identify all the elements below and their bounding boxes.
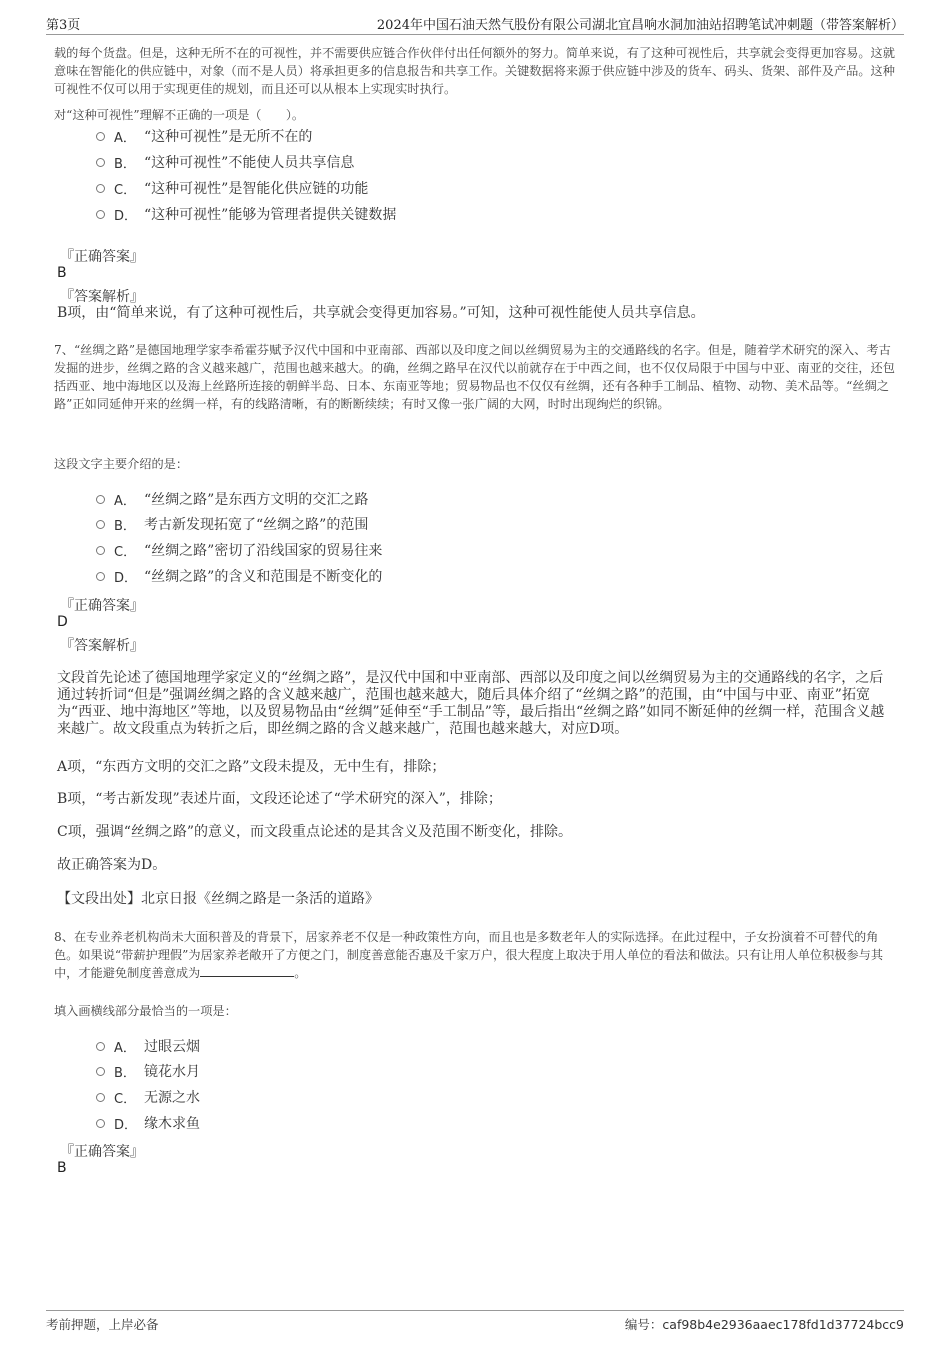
option-letter: D． [114,208,138,224]
radio-icon[interactable] [96,210,105,219]
option-letter: B． [114,1065,136,1081]
option-letter: A． [114,130,136,146]
code-label: 编号： [624,1317,663,1332]
q7-answer: D [57,614,68,630]
q6-answer: B [57,265,67,281]
option-text: “这种可视性”是智能化供应链的功能 [144,181,369,197]
radio-icon[interactable] [96,1093,105,1102]
q8-passage-end: 。 [294,966,307,980]
q6-analysis: B项，由“简单来说，有了这种可视性后，共享就会变得更加容易。”可知，这种可视性能使人员共享信息。 [57,305,705,321]
q7-option-a[interactable] [96,489,368,509]
code-value: caf98b4e2936aaec178fd1d37724bcc9 [662,1317,904,1332]
q7-passage: 7、“丝绸之路”是德国地理学家李希霍芬赋予汉代中国和中亚南部、西部以及印度之间以丝绸贸易为主的交通路线的名字。但是，随着学术研究的深入、考古发掘的进步，丝绸之路的含义越来越广，范围也越来越大。的确，丝绸之路早在汉代以前就存在于中西之间，也不仅仅局限于中国与中亚、南亚的交往，还包括西亚、地中海地区以及海上丝路所连接的朝鲜半岛、日本、东南亚等地；贸易物品也不仅仅有丝绸，还有各种手工制品、植物、动物、美术品等。“丝绸之路”正如同延伸开来的丝绸一样，有的线路清晰，有的断断续续；有时又像一张广阔的大网，时时出现绚烂的织锦。 [54,343,895,411]
option-text: 考古新发现拓宽了“丝绸之路”的范围 [144,517,369,533]
document-code [625,1315,904,1333]
fill-in-blank [200,964,294,977]
option-letter: D． [114,570,138,586]
q8-option-c[interactable] [96,1087,200,1107]
q8-passage [54,928,896,982]
q6-option-b[interactable] [96,152,354,172]
q7-option-c[interactable] [96,540,382,560]
radio-icon[interactable] [96,520,105,529]
option-text: 缘木求鱼 [144,1116,200,1132]
option-letter: C． [114,544,137,560]
radio-icon[interactable] [96,1042,105,1051]
radio-icon[interactable] [96,572,105,581]
option-letter: C． [114,182,137,198]
option-text: “这种可视性”不能使人员共享信息 [144,155,355,171]
q6-passage-tail: 载的每个货盘。但是，这种无所不在的可视性，并不需要供应链合作伙伴付出任何额外的努力。简单来说，有了这种可视性后，共享就会变得更加容易。这就意味在智能化的供应链中，对象（而不是人员）将承担更多的信息报告和共享工作。关键数据将来源于供应链中涉及的货车、码头、货架、部件及产品。这种可视性不仅可以用于实现更佳的规划，而且还可以从根本上实现实时执行。 [54,46,895,96]
q8-option-a[interactable] [96,1036,200,1056]
q8-answer: B [57,1160,67,1176]
option-text: “这种可视性”是无所不在的 [144,129,313,145]
option-letter: A． [114,1040,136,1056]
q6-answer-label: 『正确答案』 [60,249,144,265]
radio-icon[interactable] [96,158,105,167]
radio-icon[interactable] [96,546,105,555]
q7-conclusion: 故正确答案为D。 [57,857,167,873]
q8-stem: 填入画横线部分最恰当的一项是： [54,1004,237,1018]
option-letter: C． [114,1091,137,1107]
option-letter: B． [114,518,136,534]
option-text: 无源之水 [144,1090,200,1106]
page-footer [46,1310,904,1335]
page-number: 第3页 [46,18,81,33]
option-letter: B． [114,156,136,172]
q8-passage-text: 8、在专业养老机构尚未大面积普及的背景下，居家养老不仅是一种政策性方向，而且也是多数老年人的实际选择。在此过程中，子女扮演着不可替代的角色。如果说“带薪护理假”为居家养老敞开了方便之门，制度善意能否惠及千家万户，很大程度上取决于用人单位的看法和做法。只有让用人单位积极参与其中，才能避免制度善意成为 [54,930,884,980]
q6-option-a[interactable] [96,126,312,146]
q6-option-c[interactable] [96,178,368,198]
radio-icon[interactable] [96,1067,105,1076]
radio-icon[interactable] [96,1119,105,1128]
option-text: 镜花水月 [144,1064,200,1080]
q6-stem: 对“这种可视性”理解不正确的一项是（ ）。 [54,108,305,122]
q7-source: 【文段出处】北京日报《丝绸之路是一条活的道路》 [57,891,379,907]
q7-stem: 这段文字主要介绍的是： [54,457,189,471]
page-header [46,14,904,35]
q7-option-b[interactable] [96,514,368,534]
option-letter: D． [114,1117,138,1133]
q7-analysis-c: C项，强调“丝绸之路”的意义，而文段重点论述的是其含义及范围不断变化，排除。 [57,824,573,840]
radio-icon[interactable] [96,132,105,141]
q6-analysis-label: 『答案解析』 [60,289,144,305]
document-title: 2024年中国石油天然气股份有限公司湖北宜昌响水洞加油站招聘笔试冲刺题（带答案解析） [376,18,904,33]
radio-icon[interactable] [96,184,105,193]
q7-analysis-label: 『答案解析』 [60,638,144,654]
q8-answer-label: 『正确答案』 [60,1144,144,1160]
q7-answer-label: 『正确答案』 [60,598,144,614]
option-text: “丝绸之路”是东西方文明的交汇之路 [144,492,369,508]
option-letter: A． [114,493,136,509]
q8-option-d[interactable] [96,1113,200,1133]
q8-option-b[interactable] [96,1061,200,1081]
q7-analysis-a: A项，“东西方文明的交汇之路”文段未提及，无中生有，排除； [57,759,446,775]
radio-icon[interactable] [96,495,105,504]
option-text: “这种可视性”能够为管理者提供关键数据 [144,207,397,223]
q7-option-d[interactable] [96,566,382,586]
q7-analysis-main: 文段首先论述了德国地理学家定义的“丝绸之路”，是汉代中国和中亚南部、西部以及印度之间以丝绸贸易为主的交通路线的名字，之后通过转折词“但是”强调丝绸之路的含义越来越广，范围也越来越大，随后具体介绍了“丝绸之路”的范围，由“中国与中亚、南亚”拓宽为“西亚、地中海地区”等地，以及贸易物品由“丝绸”延伸至“手工制品”等，最后指出“丝绸之路”如同不断延伸的丝绸一样，范围含义越来越广。故文段重点为转折之后，即丝绸之路的含义越来越广，范围也越来越大，对应D项。 [57,670,885,737]
option-text: “丝绸之路”密切了沿线国家的贸易往来 [144,543,383,559]
q6-option-d[interactable] [96,204,396,224]
footer-slogan: 考前押题，上岸必备 [46,1317,159,1332]
q7-analysis-b: B项，“考古新发现”表述片面，文段还论述了“学术研究的深入”，排除； [57,791,502,807]
option-text: “丝绸之路”的含义和范围是不断变化的 [144,569,383,585]
option-text: 过眼云烟 [144,1039,200,1055]
